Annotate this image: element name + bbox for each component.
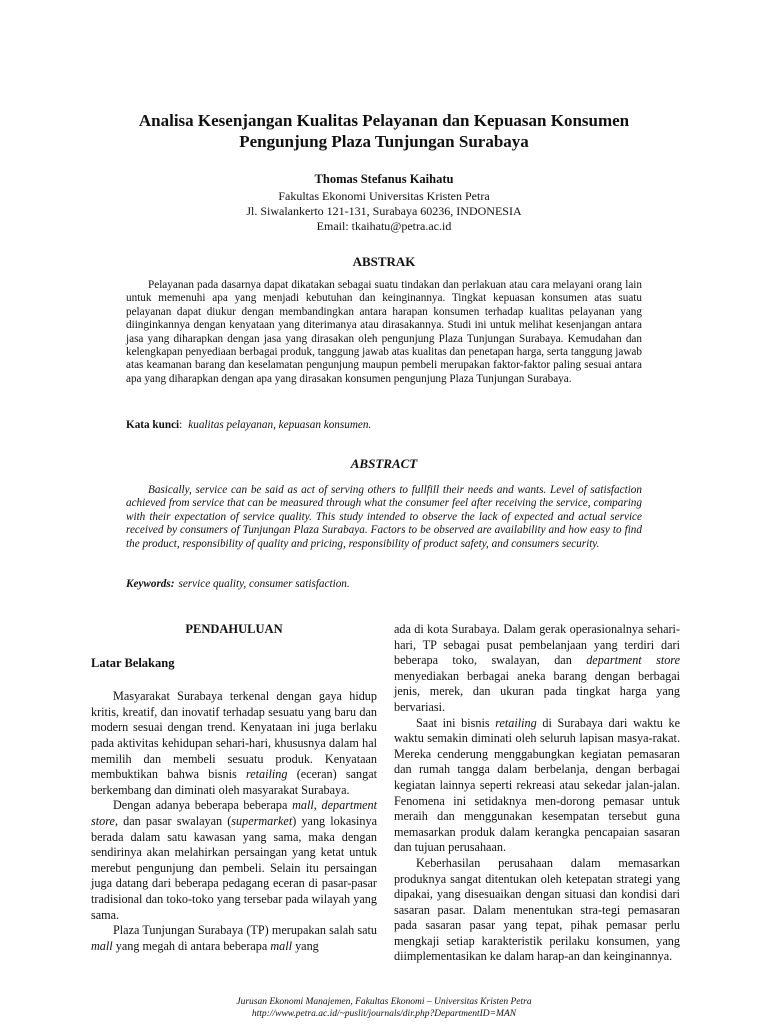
right-paragraph-2: Saat ini bisnis retailing di Surabaya dari waktu ke waktu semakin diminati oleh seluruh lapisan masya-rakat. Mereka cenderung menggabungkan kegiatan pemasaran dan rumah tangga dalam berbelanja, dengan berbagai kegiatan lainnya seperti rekreasi atau sekedar jalan-jalan. Fenomena ini setidaknya men-dorong pemasar untuk meraih dan menggunakan kesempatan tersebut guna memasarkan produk dalam kerangka pencapaian sasaran dan tujuan perusahaan. [394, 715, 681, 855]
author-name: Thomas Stefanus Kaihatu [314, 172, 454, 186]
left-paragraph-1: Masyarakat Surabaya terkenal dengan gaya hidup kritis, kreatif, dan inovatif terhadap sesuatu yang baru dan modern sesuai dengan trend. Kenyataan ini juga berlaku pada aktivitas kehidupan sehari-hari, khususnya dalam hal memilih dan membeli sesuatu produk. Kenyataan membuktikan bahwa bisnis retailing (eceran) sangat berkembang dan diminati oleh masyarakat Surabaya. [91, 689, 378, 797]
right-paragraph-1: ada di kota Surabaya. Dalam gerak operasionalnya sehari-hari, TP sebagai pusat pembelanjaan yang terdiri dari beberapa toko, swalayan, dan department store menyediakan berbagai aneka barang dengan berbagai jenis, merek, dan ukuran pada tingkat harga yang bervariasi. [394, 622, 680, 714]
title-line-2: Pengunjung Plaza Tunjungan Surabaya [239, 132, 529, 151]
abstract-heading: ABSTRACT [350, 456, 418, 471]
left-paragraph-3: Plaza Tunjungan Surabaya (TP) merupakan salah satu mall yang megah di antara beberapa mall yang [91, 923, 377, 953]
abstrak-keywords-value: kualitas pelayanan, kepuasan konsumen. [188, 419, 372, 431]
author-address: Jl. Siwalankerto 121-131, Surabaya 60236, INDONESIA [246, 204, 522, 218]
abstrak-keywords: Kata kunci: kualitas pelayanan, kepuasan konsumen. [126, 419, 372, 431]
abstract-text [126, 484, 642, 551]
paper-title [80, 110, 688, 152]
right-paragraph-3: Keberhasilan perusahaan dalam memasarkan produknya sangat ditentukan oleh ketepatan strategi yang dipakai, yang disesuaikan dengan situasi dan kondisi dari sasaran pasar. Dalam menentukan stra-tegi pemasaran pada sasaran pasar yang tepat, pihak pemasar perlu mengkaji setiap karakteristik perilaku konsumen, yang diimplementasikan ke dalam harap-an dan keinginannya. [394, 855, 680, 964]
body-column-right [394, 622, 680, 965]
abstract-keywords [126, 577, 642, 591]
abstract-keywords-value: service quality, consumer satisfaction. [178, 578, 350, 590]
footer-url: http://www.petra.ac.id/~puslit/journals/dir.php?DepartmentID=MAN [251, 1009, 517, 1019]
left-paragraph-2: Dengan adanya beberapa beberapa mall, department store, dan pasar swalayan (supermarket) yang lokasinya berada dalam satu kawasan yang sama, maka dengan sendirinya akan melahirkan persaingan yang ketat untuk merebut pengunjung dan pembeli. Selain itu persaingan juga datang dari beberapa pedagang eceran di pasar-pasar tradisional dan toko-toko yang tersebar pada wilayah yang sama. [91, 798, 378, 922]
author-email: Email: tkaihatu@petra.ac.id [316, 219, 452, 233]
page-footer [80, 996, 688, 1020]
section-heading-pendahuluan: PENDAHULUAN [185, 622, 283, 636]
abstract-body: Basically, service can be said as act of serving others to fullfill their needs and wants. Level of satisfaction achieved from service that can be measured through what the consumer feel after receiving the service, comparing with their expectation of service quality. This study intended to observe the lack of expected and actual service received by consumers of Tunjungan Plaza Surabaya. Factors to be observed are availability and how easy to find the product, responsibility of quality and pricing, responsibility of product safety, and consumers security. [126, 484, 642, 550]
abstrak-text [126, 279, 642, 386]
subheading-latar-belakang: Latar Belakang [91, 655, 175, 670]
footer-department: Jurusan Ekonomi Manajemen, Fakultas Ekonomi – Universitas Kristen Petra [236, 997, 532, 1007]
abstract-keywords-label: Keywords: [126, 578, 175, 590]
author-affiliation: Fakultas Ekonomi Universitas Kristen Petra [278, 189, 490, 203]
abstrak-keywords-label: Kata kunci [126, 419, 180, 431]
body-column-left [91, 622, 377, 954]
title-line-1: Analisa Kesenjangan Kualitas Pelayanan dan Kepuasan Konsumen [138, 111, 630, 130]
author-block [120, 172, 648, 234]
abstrak-body: Pelayanan pada dasarnya dapat dikatakan sebagai suatu tindakan dan perlakuan atau cara melayani orang lain untuk memenuhi apa yang menjadi kebutuhan dan keinginannya. Tingkat kepuasan konsumen atas suatu pelayanan dapat diukur dengan membandingkan antara harapan konsumen terhadap kualitas pelayanan yang diinginkannya dengan kenyataan yang diterimanya atau dirasakannya. Studi ini untuk melihat kesenjangan antara jasa yang diharapkan dengan jasa yang dirasakan oleh pengunjung Plaza Tunjungan Surabaya. Kemudahan dan kelengkapan penyediaan berbagai produk, tanggung jawab atas kualitas dan penetapan harga, serta tanggung jawab atas keamanan barang dan keselamatan pengunjung maupun pembeli merupakan faktor-faktor paling sesuai antara apa yang diharapkan dengan apa yang dirasakan konsumen pengunjung Plaza Tunjungan Surabaya. [126, 279, 642, 385]
abstrak-heading: ABSTRAK [352, 254, 416, 269]
